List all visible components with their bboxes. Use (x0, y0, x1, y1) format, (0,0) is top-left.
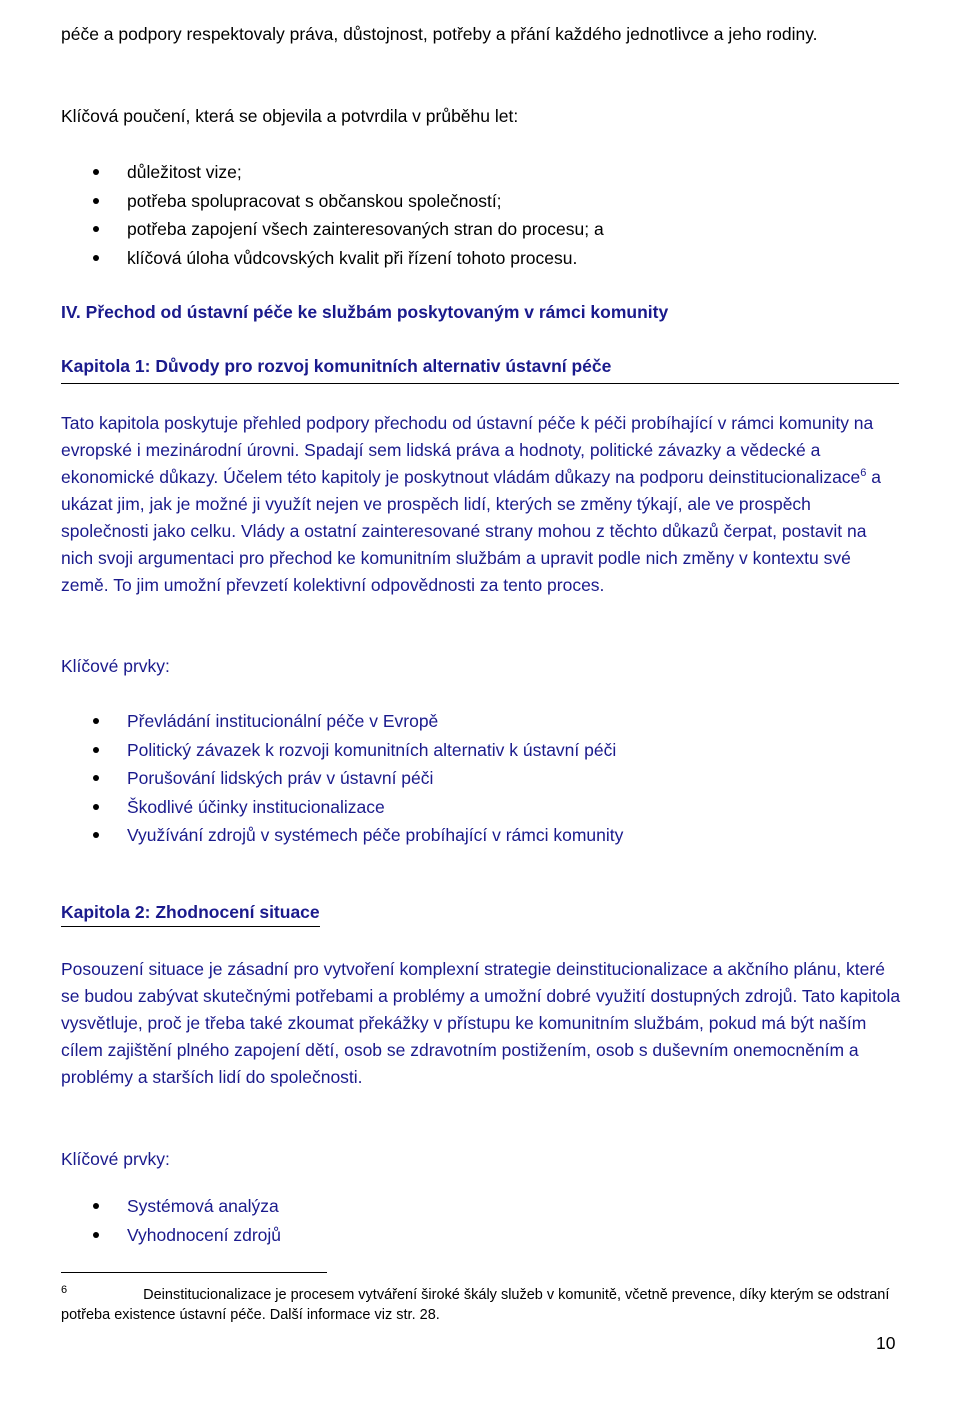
footnote-ref: 6 (860, 467, 867, 479)
footnote (61, 1280, 901, 1325)
bullet-icon (93, 718, 99, 724)
list-item: Politický závazek k rozvoji komunitních alternativ k ústavní péči (61, 736, 623, 765)
bullet-icon (93, 747, 99, 753)
chapter1-key-label: Klíčové prvky: (61, 656, 170, 676)
chapter1-key-list (61, 707, 623, 850)
footnote-divider (61, 1272, 327, 1273)
bullet-icon (93, 169, 99, 175)
bullet-icon (93, 198, 99, 204)
chapter2-key-label: Klíčové prvky: (61, 1149, 170, 1169)
chapter2-heading: Kapitola 2: Zhodnocení situace (61, 899, 320, 927)
lessons-intro: Klíčová poučení, která se objevila a potvrdila v průběhu let: (61, 106, 519, 126)
bullet-icon (93, 804, 99, 810)
intro-paragraph: péče a podpory respektovaly práva, důstojnost, potřeby a přání každého jednotlivce a jeho rodiny. (61, 24, 818, 44)
bullet-icon (93, 1232, 99, 1238)
list-item: Vyhodnocení zdrojů (61, 1221, 281, 1250)
footnote-number: 6 (61, 1284, 68, 1296)
list-item: potřeba spolupracovat s občanskou společností; (61, 187, 604, 216)
list-item: Porušování lidských práv v ústavní péči (61, 764, 623, 793)
chapter1-heading: Kapitola 1: Důvody pro rozvoj komunitních alternativ ústavní péče (61, 353, 899, 384)
page-number: 10 (876, 1333, 896, 1353)
bullet-icon (93, 1203, 99, 1209)
list-item: potřeba zapojení všech zainteresovaných stran do procesu; a (61, 215, 604, 244)
list-item: Převládání institucionální péče v Evropě (61, 707, 623, 736)
section-iv-heading: IV. Přechod od ústavní péče ke službám poskytovaným v rámci komunity (61, 302, 669, 322)
bullet-icon (93, 226, 99, 232)
bullet-icon (93, 255, 99, 261)
bullet-icon (93, 775, 99, 781)
bullet-icon (93, 832, 99, 838)
chapter2-paragraph: Posouzení situace je zásadní pro vytvoření komplexní strategie deinstitucionalizace a akčního plánu, které se budou zabývat skutečnými potřebami a problémy a umožní dobré využití dostupných zdrojů. Tato kapitola vysvětluje, proč je třeba také zkoumat překážky v přístupu ke komunitním službám, pokud má být naším cílem zajištění plného zapojení dětí, osob se zdravotním postižením, osob s duševním onemocněním a problémy a starších lidí do společnosti. (61, 959, 901, 1087)
footnote-text: Deinstitucionalizace je procesem vytváření široké škály služeb v komunitě, včetně prevence, díky kterým se odstraní potřeba existence ústavní péče. Další informace viz str. 28. (61, 1287, 890, 1323)
list-item: Škodlivé účinky institucionalizace (61, 793, 623, 822)
list-item: Využívání zdrojů v systémech péče probíhající v rámci komunity (61, 821, 623, 850)
chapter2-key-list (61, 1192, 281, 1249)
lessons-list (61, 158, 604, 272)
list-item: důležitost vize; (61, 158, 604, 187)
list-item: Systémová analýza (61, 1192, 281, 1221)
list-item: klíčová úloha vůdcovských kvalit při řízení tohoto procesu. (61, 244, 604, 273)
chapter1-paragraph: Tato kapitola poskytuje přehled podpory přechodu od ústavní péče k péči probíhající v rámci komunity na evropské i mezinárodní úrovni. Spadají sem lidská práva a hodnoty, politické závazky a vědecké a ekonomické důkazy. Účelem této kapitoly je poskytnout vládám důkazy na podporu deinstitucionalizace$^6$ a ukázat jim, jak je možné ji využít nejen ve prospěch lidí, kterých se změny týkají, ale ve prospěch společnosti jako celku. Vlády a ostatní zainteresované strany mohou z těchto důkazů čerpat, postavit na nich svoji argumentaci pro přechod ke komunitním službám a upravit podle nich změny v kontextu své země. To jim umožní převzetí kolektivní odpovědnosti za tento proces. (61, 413, 882, 595)
